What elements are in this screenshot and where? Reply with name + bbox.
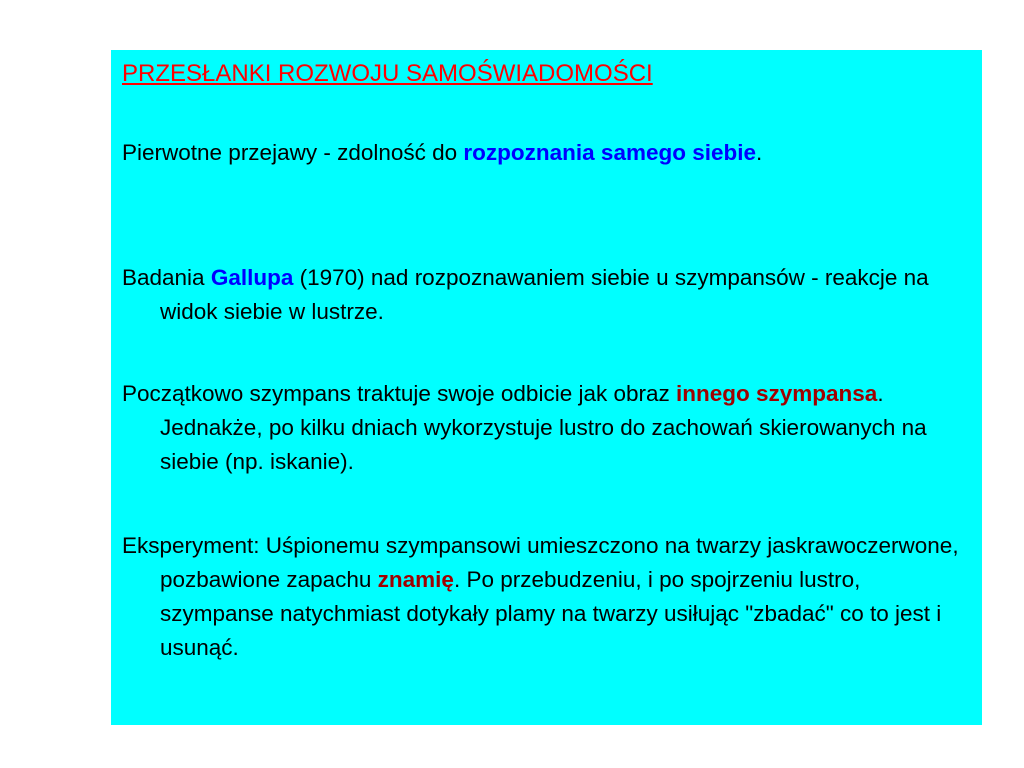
highlight-other-chimpanzee: innego szympansa: [676, 381, 878, 406]
paragraph-experiment: [122, 529, 962, 665]
highlight-mark: znamię: [377, 567, 454, 592]
paragraph-text: Eksperyment: Uśpionemu szympansowi umieszczono na twarzy jaskrawoczerwone, pozbawione zapachu: [122, 533, 959, 592]
paragraph-self-recognition: [122, 136, 962, 170]
slide-title: PRZESŁANKI ROZWOJU SAMOŚWIADOMOŚCI: [122, 60, 653, 87]
paragraph-text: .: [756, 140, 763, 165]
paragraph-gallup-study: [122, 261, 962, 329]
paragraph-text: Badania: [122, 265, 211, 290]
paragraph-text: Pierwotne przejawy - zdolność do: [122, 140, 464, 165]
paragraph-mirror-behavior: [122, 377, 962, 479]
paragraph-text: . Po przebudzeniu, i po spojrzeniu lustro, szympanse natychmiast dotykały plamy na twarzy usiłując "zbadać" co to jest i usunąć.: [160, 567, 942, 660]
highlight-self-recognition: rozpoznania samego siebie: [463, 140, 756, 165]
paragraph-text: . Jednakże, po kilku dniach wykorzystuje lustro do zachowań skierowanych na siebie (np. iskanie).: [160, 381, 927, 474]
paragraph-text: (1970) nad rozpoznawaniem siebie u szympansów - reakcje na widok siebie w lustrze.: [160, 265, 929, 324]
highlight-gallup: Gallupa: [210, 265, 294, 290]
slide: [111, 50, 982, 725]
paragraph-text: Początkowo szympans traktuje swoje odbicie jak obraz: [122, 381, 677, 406]
